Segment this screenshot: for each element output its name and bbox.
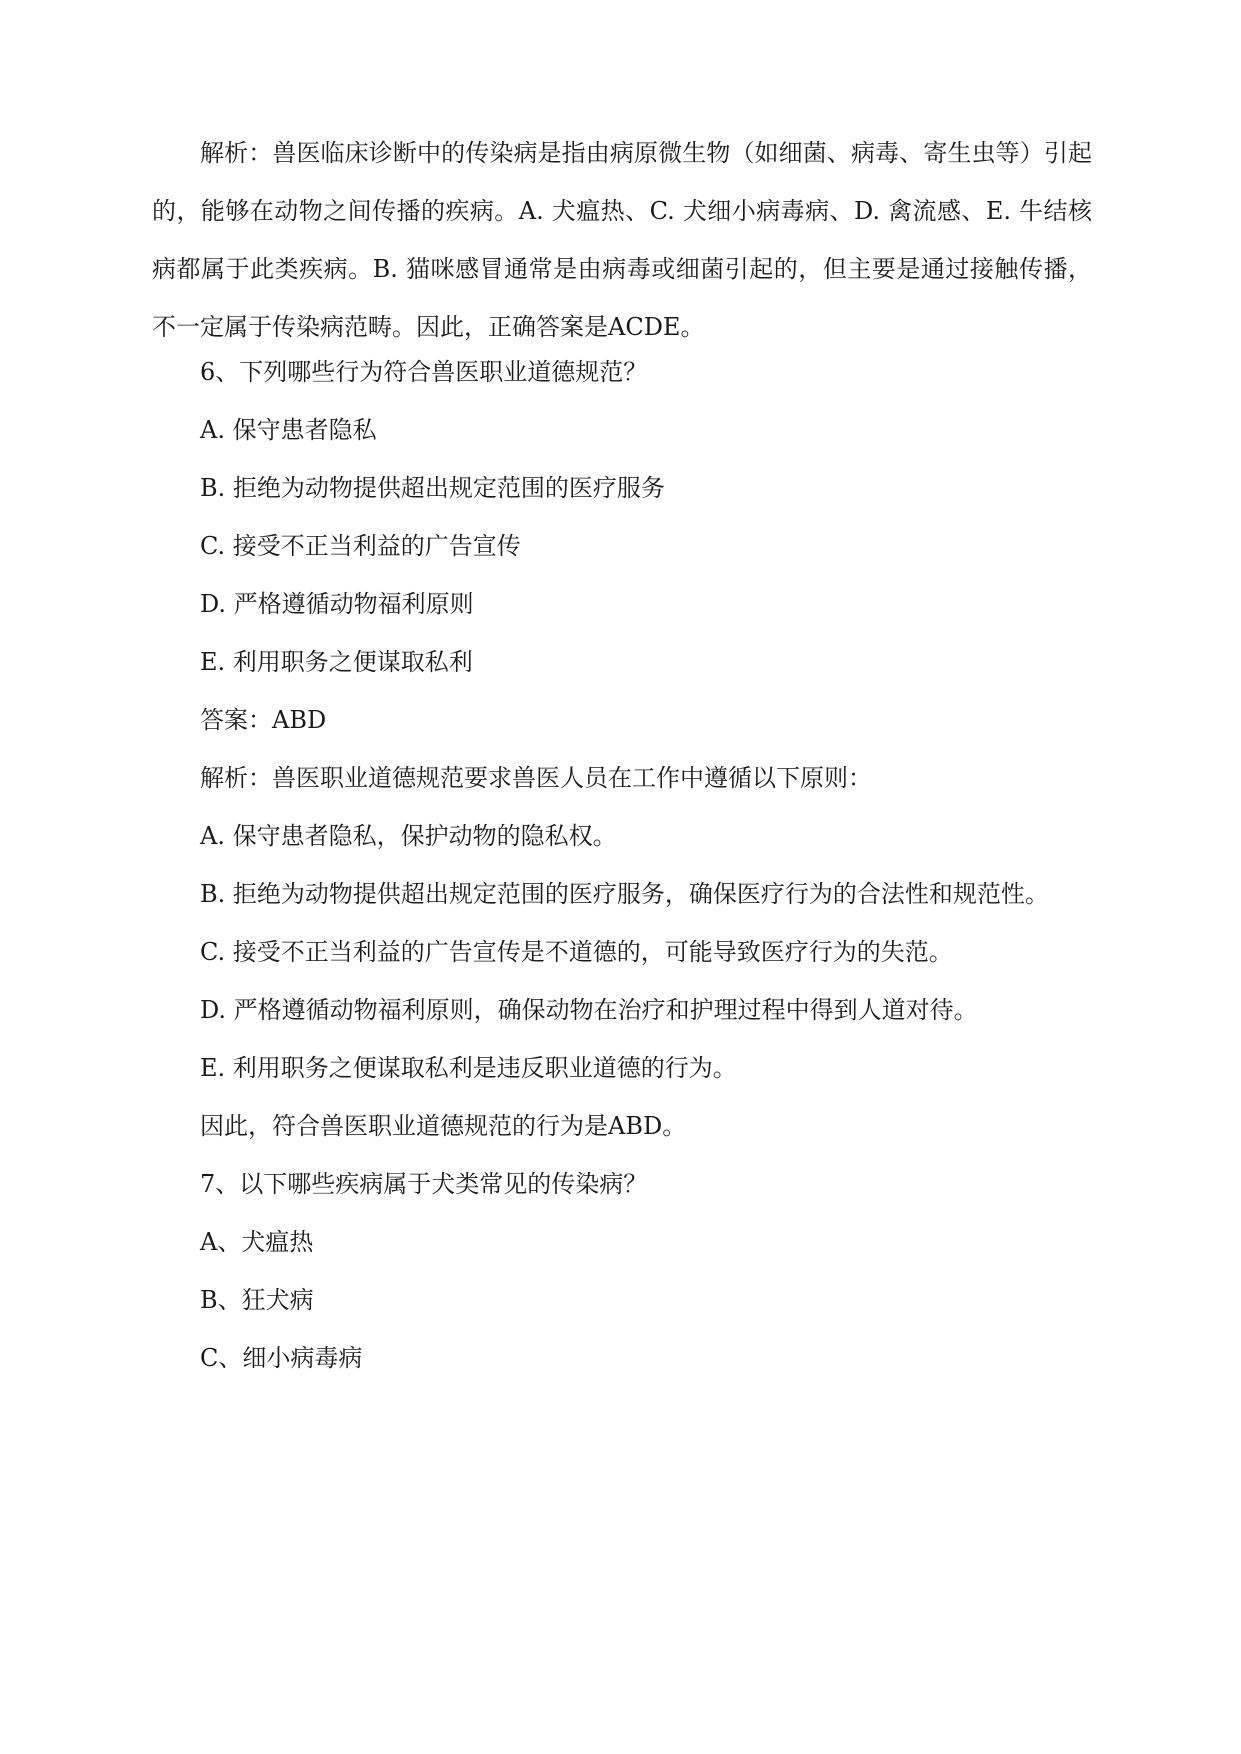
q7-option-a: A、犬瘟热: [200, 1228, 314, 1256]
q6-option-e: E. 利用职务之便谋取私利: [200, 648, 473, 676]
q5-analysis-paragraph: 解析：兽医临床诊断中的传染病是指由病原微生物（如细菌、病毒、寄生虫等）引起的，能够在动物之间传播的疾病。A. 犬瘟热、C. 犬细小病毒病、D. 禽流感、E. 牛结核病都属于此类疾病。B. 猫咪感冒通常是由病毒或细菌引起的，但主要是通过接触传播，不一定属于传染病范畴。因此，正确答案是ACDE。: [152, 139, 1092, 341]
q6-option-a: A. 保守患者隐私: [200, 416, 377, 444]
q6-option-d: D. 严格遵循动物福利原则: [200, 590, 474, 618]
q7-option-b: B、狂犬病: [200, 1286, 314, 1314]
q6-analysis-b: B. 拒绝为动物提供超出规定范围的医疗服务，确保医疗行为的合法性和规范性。: [200, 880, 1049, 908]
q6-option-c: C. 接受不正当利益的广告宣传: [200, 532, 521, 560]
q6-analysis-intro: 解析：兽医职业道德规范要求兽医人员在工作中遵循以下原则：: [200, 764, 872, 792]
q6-option-b: B. 拒绝为动物提供超出规定范围的医疗服务: [200, 474, 665, 502]
q6-analysis-a: A. 保守患者隐私，保护动物的隐私权。: [200, 822, 617, 850]
q6-analysis-d: D. 严格遵循动物福利原则，确保动物在治疗和护理过程中得到人道对待。: [200, 996, 978, 1024]
q6-answer: 答案：ABD: [200, 706, 327, 734]
q6-analysis-c: C. 接受不正当利益的广告宣传是不道德的，可能导致医疗行为的失范。: [200, 938, 953, 966]
q6-question: 6、下列哪些行为符合兽医职业道德规范？: [200, 358, 648, 386]
q7-question: 7、以下哪些疾病属于犬类常见的传染病？: [200, 1170, 648, 1198]
q6-conclusion: 因此，符合兽医职业道德规范的行为是ABD。: [200, 1112, 687, 1140]
q6-analysis-e: E. 利用职务之便谋取私利是违反职业道德的行为。: [200, 1054, 737, 1082]
q7-option-c: C、细小病毒病: [200, 1344, 363, 1372]
